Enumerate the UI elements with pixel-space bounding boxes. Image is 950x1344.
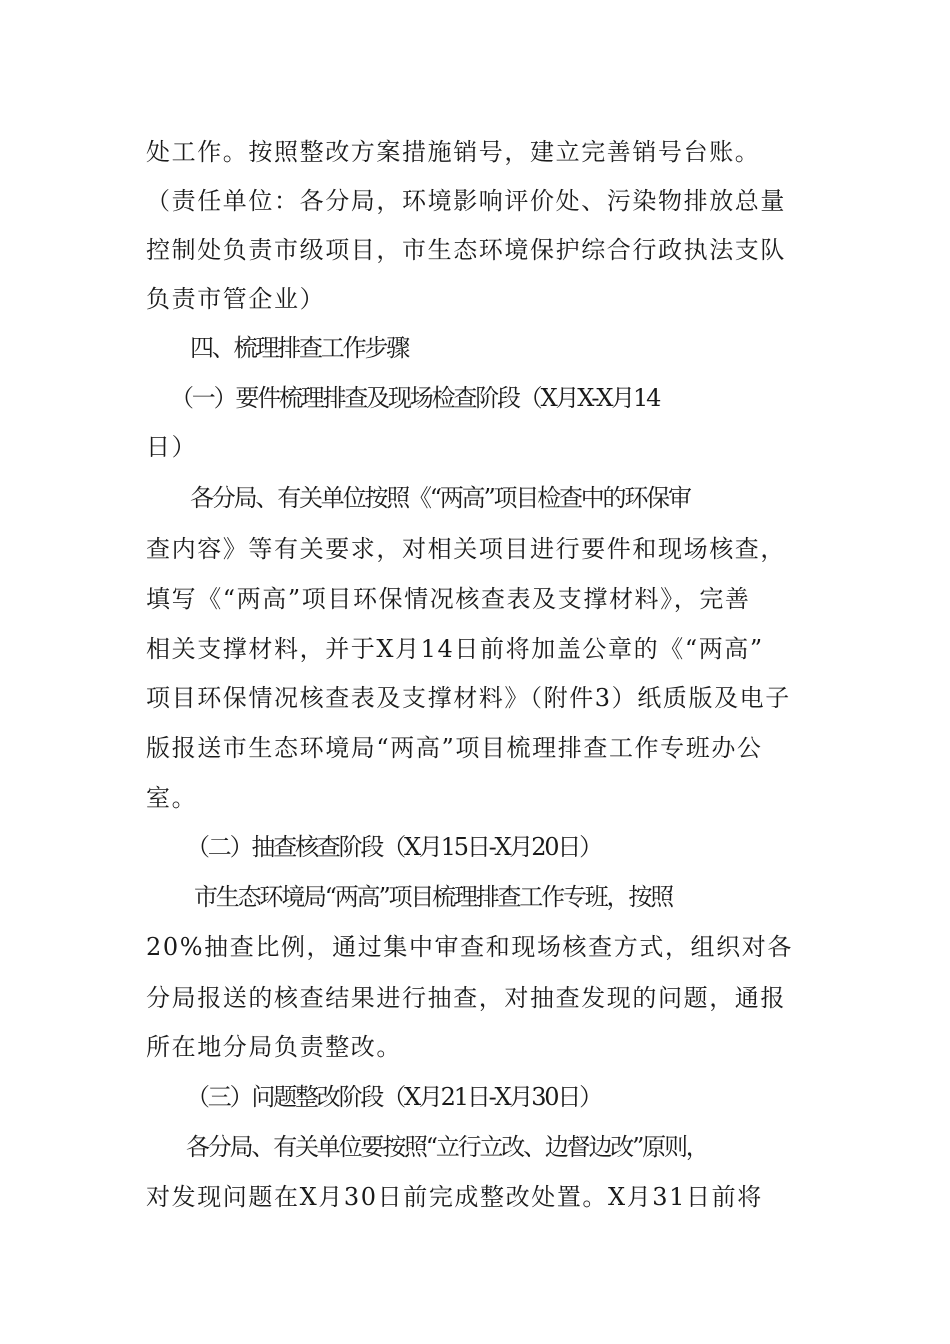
paragraph-line: 各分局、有关单位要按照“立行立改、边督边改”原则， [186, 1133, 708, 1161]
subsection-heading: （二）抽查核查阶段（X月15日-X月20日） [186, 833, 601, 861]
text-line: 相关支撑材料，并于X月14日前将加盖公章的《“两高” [146, 635, 764, 663]
paragraph-line: 市生态环境局“两高”项目梳理排查工作专班，按照 [194, 883, 672, 911]
text-line: 室。 [146, 784, 198, 812]
text-line: 查内容》等有关要求，对相关项目进行要件和现场核查， [146, 535, 786, 563]
section-heading: 四、梳理排查工作步骤 [190, 334, 408, 362]
text-line: 控制处负责市级项目，市生态环境保护综合行政执法支队 [146, 236, 786, 264]
subsection-heading: （三）问题整改阶段（X月21日-X月30日） [186, 1083, 601, 1111]
text-line: 所在地分局负责整改。 [146, 1033, 402, 1061]
text-line: 填写《“两高”项目环保情况核查表及支撑材料》，完善 [146, 585, 751, 613]
text-line: 版报送市生态环境局“两高”项目梳理排查工作专班办公 [146, 734, 763, 762]
text-line: 20%抽查比例，通过集中审查和现场核查方式，组织对各 [146, 933, 793, 961]
text-line: 对发现问题在X月30日前完成整改处置。X月31日前将 [146, 1183, 763, 1211]
subsection-heading: （一）要件梳理排查及现场检查阶段（X月X-X月14 [170, 384, 660, 412]
text-line: 项目环保情况核查表及支撑材料》（附件3）纸质版及电子 [146, 684, 791, 712]
text-line: 处工作。按照整改方案措施销号，建立完善销号台账。 [146, 138, 761, 166]
text-line: 日） [146, 433, 198, 461]
text-line: 分局报送的核查结果进行抽查，对抽查发现的问题，通报 [146, 984, 786, 1012]
paragraph-line: 各分局、有关单位按照《“两高”项目检查中的环保审 [190, 484, 690, 512]
text-line: 负责市管企业） [146, 285, 326, 313]
text-line: （责任单位：各分局，环境影响评价处、污染物排放总量 [146, 187, 786, 215]
